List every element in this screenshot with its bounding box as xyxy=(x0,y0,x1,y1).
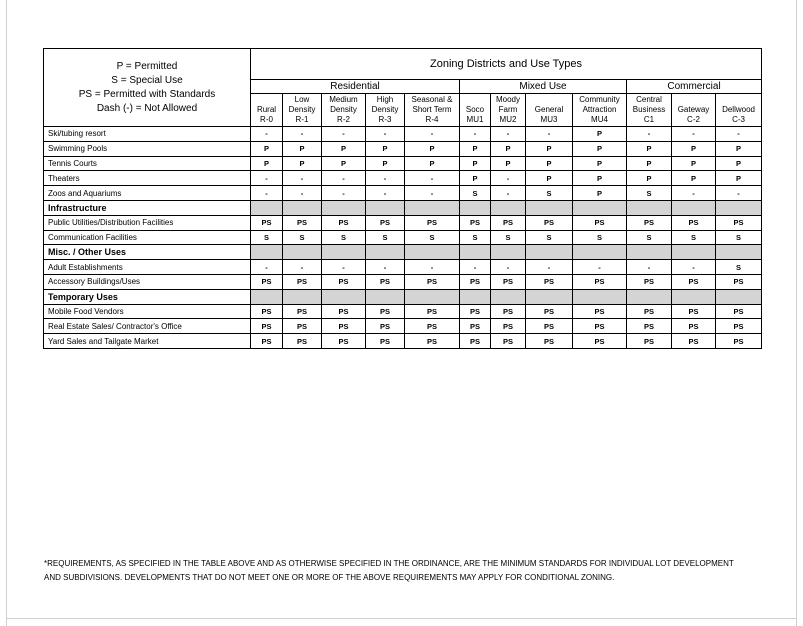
permission-cell: - xyxy=(283,260,322,275)
section-shaded-cell xyxy=(491,245,526,260)
section-shaded-cell xyxy=(627,200,672,215)
permission-cell: - xyxy=(491,260,526,275)
permission-cell: - xyxy=(491,127,526,142)
permission-cell: P xyxy=(573,171,627,186)
permission-cell: P xyxy=(322,141,366,156)
table-title: Zoning Districts and Use Types xyxy=(251,49,762,80)
section-shaded-cell xyxy=(405,289,460,304)
permission-cell: - xyxy=(366,260,405,275)
section-shaded-cell xyxy=(366,200,405,215)
column-header-line3: MU1 xyxy=(466,115,484,124)
permission-cell: PS xyxy=(627,274,672,289)
permission-cell: P xyxy=(526,171,573,186)
column-header-line2: Dellwood xyxy=(722,105,755,114)
section-shaded-cell xyxy=(672,200,716,215)
table-row xyxy=(44,186,762,201)
permission-cell: PS xyxy=(322,304,366,319)
permission-cell: P xyxy=(526,156,573,171)
permission-cell: S xyxy=(405,230,460,245)
permission-cell: PS xyxy=(322,274,366,289)
legend-not-allowed: Dash (-) = Not Allowed xyxy=(96,102,198,114)
permission-cell: PS xyxy=(251,274,283,289)
table-row xyxy=(44,127,762,142)
section-shaded-cell xyxy=(573,245,627,260)
section-shaded-cell xyxy=(526,289,573,304)
permission-cell: PS xyxy=(573,274,627,289)
permission-cell: P xyxy=(366,156,405,171)
permission-cell: PS xyxy=(405,215,460,230)
permission-cell: PS xyxy=(283,334,322,349)
permission-cell: S xyxy=(322,230,366,245)
section-shaded-cell xyxy=(460,245,491,260)
permission-cell: PS xyxy=(672,304,716,319)
page-edge-left xyxy=(6,0,7,626)
permission-cell: P xyxy=(322,156,366,171)
permission-cell: PS xyxy=(526,215,573,230)
permission-cell: S xyxy=(627,230,672,245)
column-header-line3: R-2 xyxy=(337,115,350,124)
table-row xyxy=(44,156,762,171)
table-row xyxy=(44,215,762,230)
section-shaded-cell xyxy=(672,245,716,260)
permission-cell: S xyxy=(672,230,716,245)
permission-cell: - xyxy=(627,127,672,142)
permission-cell: - xyxy=(460,127,491,142)
column-header xyxy=(573,94,627,127)
permission-cell: PS xyxy=(251,334,283,349)
permission-cell: P xyxy=(460,171,491,186)
permission-cell: P xyxy=(405,141,460,156)
section-shaded-cell xyxy=(322,245,366,260)
permission-cell: PS xyxy=(366,215,405,230)
permission-cell: - xyxy=(672,127,716,142)
permission-cell: PS xyxy=(460,319,491,334)
column-header-line1: Seasonal & xyxy=(411,95,453,104)
permission-cell: PS xyxy=(405,274,460,289)
column-header xyxy=(283,94,322,127)
permission-cell: PS xyxy=(627,215,672,230)
use-type-label: Yard Sales and Tailgate Market xyxy=(44,334,251,349)
section-shaded-cell xyxy=(322,289,366,304)
column-header-line3: C-2 xyxy=(687,115,700,124)
permission-cell: - xyxy=(283,127,322,142)
permission-cell: P xyxy=(573,186,627,201)
permission-cell: PS xyxy=(526,274,573,289)
column-header-line2: Gateway xyxy=(677,105,710,114)
permission-cell: P xyxy=(491,156,526,171)
permission-cell: P xyxy=(573,156,627,171)
permission-cell: PS xyxy=(251,215,283,230)
permission-cell: PS xyxy=(627,334,672,349)
permission-cell: - xyxy=(405,127,460,142)
legend-permitted-with-standards: PS = Permitted with Standards xyxy=(78,88,216,100)
column-header-line2: Farm xyxy=(498,105,518,114)
permission-cell: S xyxy=(460,186,491,201)
permission-cell: - xyxy=(405,171,460,186)
permission-cell: PS xyxy=(460,215,491,230)
permission-cell: P xyxy=(251,141,283,156)
permission-cell: - xyxy=(627,260,672,275)
permission-cell: PS xyxy=(716,215,762,230)
permission-cell: P xyxy=(283,141,322,156)
legend-special-use: S = Special Use xyxy=(111,74,183,86)
permission-cell: - xyxy=(251,186,283,201)
group-residential: Residential xyxy=(251,80,460,94)
permission-cell: PS xyxy=(491,334,526,349)
permission-cell: PS xyxy=(716,334,762,349)
section-shaded-cell xyxy=(460,289,491,304)
table-row xyxy=(44,230,762,245)
permission-cell: - xyxy=(322,171,366,186)
permission-cell: PS xyxy=(573,334,627,349)
permission-cell: - xyxy=(366,186,405,201)
permission-cell: PS xyxy=(573,304,627,319)
title-row xyxy=(44,49,762,80)
permission-cell: S xyxy=(491,230,526,245)
permission-cell: S xyxy=(526,230,573,245)
column-header xyxy=(251,94,283,127)
section-shaded-cell xyxy=(573,200,627,215)
permission-cell: - xyxy=(526,127,573,142)
section-label: Infrastructure xyxy=(44,200,251,215)
permission-cell: P xyxy=(627,156,672,171)
permission-cell: S xyxy=(251,230,283,245)
permission-cell: PS xyxy=(251,319,283,334)
column-header-line3: C1 xyxy=(643,115,655,124)
section-shaded-cell xyxy=(573,289,627,304)
permission-cell: P xyxy=(366,141,405,156)
section-shaded-cell xyxy=(716,245,762,260)
section-shaded-cell xyxy=(405,200,460,215)
table-row xyxy=(44,260,762,275)
column-header xyxy=(491,94,526,127)
permission-cell: - xyxy=(283,171,322,186)
section-shaded-cell xyxy=(366,245,405,260)
permission-cell: PS xyxy=(716,304,762,319)
table-row xyxy=(44,141,762,156)
section-shaded-cell xyxy=(322,200,366,215)
column-header-line3: MU4 xyxy=(591,115,608,124)
section-row xyxy=(44,289,762,304)
use-type-label: Adult Establishments xyxy=(44,260,251,275)
column-header-line1: Medium xyxy=(329,95,358,104)
permission-cell: - xyxy=(322,260,366,275)
page-edge-bottom xyxy=(6,618,797,619)
column-header xyxy=(672,94,716,127)
column-header-line1 xyxy=(526,95,572,105)
permission-cell: PS xyxy=(491,304,526,319)
permission-cell: PS xyxy=(460,304,491,319)
permission-cell: PS xyxy=(405,319,460,334)
column-header-line2: Density xyxy=(330,105,357,114)
column-header xyxy=(627,94,672,127)
column-header-line1: Community xyxy=(579,95,620,104)
permission-cell: PS xyxy=(460,274,491,289)
permission-cell: P xyxy=(716,141,762,156)
table-row xyxy=(44,334,762,349)
permission-cell: S xyxy=(283,230,322,245)
permission-cell: PS xyxy=(491,215,526,230)
permission-cell: - xyxy=(573,260,627,275)
permission-cell: - xyxy=(283,186,322,201)
permission-cell: P xyxy=(573,127,627,142)
permission-cell: P xyxy=(672,171,716,186)
column-header-line1 xyxy=(672,95,715,105)
permission-cell: PS xyxy=(491,319,526,334)
column-header-line3: MU3 xyxy=(540,115,558,124)
use-type-label: Tennis Courts xyxy=(44,156,251,171)
permission-cell: S xyxy=(460,230,491,245)
column-header-line1: Low xyxy=(294,95,310,104)
permission-cell: PS xyxy=(526,334,573,349)
column-header-line3: R-4 xyxy=(425,115,439,124)
permission-cell: P xyxy=(627,171,672,186)
footnote-line-1: *REQUIREMENTS, AS SPECIFIED IN THE TABLE ABOVE AND AS OTHERWISE SPECIFIED IN THE ORDINANCE, ARE THE MINIMUM STANDARDS FOR INDIVIDUAL LOT DEVELOPMENT xyxy=(44,559,734,568)
use-type-label: Ski/tubing resort xyxy=(44,127,251,142)
permission-cell: PS xyxy=(716,319,762,334)
column-header-line2: Density xyxy=(288,105,316,114)
permission-cell: PS xyxy=(322,215,366,230)
table-row xyxy=(44,304,762,319)
table-row xyxy=(44,274,762,289)
permission-cell: PS xyxy=(526,319,573,334)
permission-cell: PS xyxy=(526,304,573,319)
permission-cell: PS xyxy=(573,319,627,334)
permission-cell: P xyxy=(460,156,491,171)
legend-permitted: P = Permitted xyxy=(116,60,178,72)
permission-cell: - xyxy=(491,171,526,186)
use-type-label: Theaters xyxy=(44,171,251,186)
permission-cell: - xyxy=(322,127,366,142)
permission-cell: P xyxy=(627,141,672,156)
permission-cell: P xyxy=(672,141,716,156)
permission-cell: P xyxy=(526,141,573,156)
permission-cell: S xyxy=(573,230,627,245)
permission-cell: PS xyxy=(322,319,366,334)
permission-cell: PS xyxy=(322,334,366,349)
use-type-label: Real Estate Sales/ Contractor's Office xyxy=(44,319,251,334)
section-shaded-cell xyxy=(716,289,762,304)
column-header-line2: Density xyxy=(371,105,399,114)
footnote xyxy=(44,557,774,584)
section-label: Misc. / Other Uses xyxy=(44,245,251,260)
permission-cell: PS xyxy=(405,334,460,349)
section-label: Temporary Uses xyxy=(44,289,251,304)
permission-cell: - xyxy=(526,260,573,275)
permission-cell: - xyxy=(251,171,283,186)
section-shaded-cell xyxy=(627,289,672,304)
column-header-line1 xyxy=(460,95,490,105)
permission-cell: - xyxy=(366,171,405,186)
permission-cell: - xyxy=(405,186,460,201)
permission-cell: P xyxy=(251,156,283,171)
permission-cell: P xyxy=(405,156,460,171)
section-shaded-cell xyxy=(526,200,573,215)
column-header-line3: R-3 xyxy=(378,115,392,124)
permission-cell: S xyxy=(716,260,762,275)
column-header-line1: Moody xyxy=(495,95,520,104)
use-type-label: Communication Facilities xyxy=(44,230,251,245)
permission-cell: PS xyxy=(366,334,405,349)
permission-cell: - xyxy=(366,127,405,142)
section-shaded-cell xyxy=(716,200,762,215)
permission-cell: - xyxy=(716,186,762,201)
permission-cell: - xyxy=(716,127,762,142)
footnote-line-2: AND SUBDIVISIONS. DEVELOPMENTS THAT DO NOT MEET ONE OR MORE OF THE ABOVE REQUIREMENTS MAY APPLY FOR CONDITIONAL ZONING. xyxy=(44,572,615,582)
section-shaded-cell xyxy=(251,200,283,215)
section-shaded-cell xyxy=(491,289,526,304)
column-header-line2: Short Term xyxy=(412,105,452,114)
permission-cell: PS xyxy=(366,319,405,334)
permission-cell: - xyxy=(672,186,716,201)
permission-cell: PS xyxy=(283,319,322,334)
section-shaded-cell xyxy=(491,200,526,215)
permission-cell: PS xyxy=(405,304,460,319)
column-header-line3: R-0 xyxy=(260,115,273,124)
permission-cell: S xyxy=(716,230,762,245)
section-shaded-cell xyxy=(366,289,405,304)
column-header-line2: Soco xyxy=(465,105,485,114)
column-header-line1 xyxy=(716,95,761,105)
column-header xyxy=(716,94,762,127)
permission-cell: PS xyxy=(283,215,322,230)
permission-cell: - xyxy=(251,127,283,142)
use-type-label: Mobile Food Vendors xyxy=(44,304,251,319)
permission-cell: PS xyxy=(283,274,322,289)
permission-cell: S xyxy=(526,186,573,201)
use-type-label: Swimming Pools xyxy=(44,141,251,156)
permission-cell: P xyxy=(716,171,762,186)
permission-cell: - xyxy=(405,260,460,275)
permission-cell: P xyxy=(716,156,762,171)
section-shaded-cell xyxy=(627,245,672,260)
permission-cell: - xyxy=(322,186,366,201)
column-header-line1 xyxy=(251,95,282,105)
permission-cell: - xyxy=(491,186,526,201)
use-type-label: Public Utilities/Distribution Facilities xyxy=(44,215,251,230)
column-header-line3: MU2 xyxy=(499,115,517,124)
column-header-line1: Central xyxy=(636,95,662,104)
permission-cell: PS xyxy=(627,304,672,319)
column-header-line3: R-1 xyxy=(295,115,309,124)
table-row xyxy=(44,171,762,186)
permission-cell: - xyxy=(672,260,716,275)
permission-cell: PS xyxy=(251,304,283,319)
table-row xyxy=(44,319,762,334)
column-header xyxy=(526,94,573,127)
column-header-line2: General xyxy=(534,105,564,114)
column-header-line3: C-3 xyxy=(732,115,745,124)
permission-cell: P xyxy=(491,141,526,156)
section-shaded-cell xyxy=(460,200,491,215)
column-header xyxy=(405,94,460,127)
permission-cell: PS xyxy=(491,274,526,289)
section-shaded-cell xyxy=(283,289,322,304)
permission-cell: - xyxy=(251,260,283,275)
column-header xyxy=(460,94,491,127)
section-shaded-cell xyxy=(283,245,322,260)
permission-cell: P xyxy=(573,141,627,156)
legend-cell xyxy=(44,49,251,127)
column-header-line1: High xyxy=(376,95,394,104)
group-commercial: Commercial xyxy=(627,80,762,94)
section-shaded-cell xyxy=(672,289,716,304)
permission-cell: PS xyxy=(573,215,627,230)
section-shaded-cell xyxy=(405,245,460,260)
permission-cell: S xyxy=(627,186,672,201)
group-mixed-use: Mixed Use xyxy=(460,80,627,94)
permission-cell: PS xyxy=(460,334,491,349)
section-shaded-cell xyxy=(526,245,573,260)
zoning-use-table xyxy=(43,48,762,349)
permission-cell: PS xyxy=(366,274,405,289)
permission-cell: PS xyxy=(672,274,716,289)
permission-cell: PS xyxy=(716,274,762,289)
permission-cell: P xyxy=(283,156,322,171)
column-header xyxy=(366,94,405,127)
section-shaded-cell xyxy=(251,245,283,260)
page-edge-right xyxy=(796,0,797,626)
permission-cell: S xyxy=(366,230,405,245)
permission-cell: PS xyxy=(672,334,716,349)
section-row xyxy=(44,245,762,260)
permission-cell: PS xyxy=(672,215,716,230)
permission-cell: PS xyxy=(366,304,405,319)
use-type-label: Accessory Buildings/Uses xyxy=(44,274,251,289)
section-row xyxy=(44,200,762,215)
column-header xyxy=(322,94,366,127)
section-shaded-cell xyxy=(283,200,322,215)
permission-cell: P xyxy=(672,156,716,171)
use-type-label: Zoos and Aquariums xyxy=(44,186,251,201)
column-header-line2: Rural xyxy=(256,105,277,114)
permission-cell: PS xyxy=(627,319,672,334)
section-shaded-cell xyxy=(251,289,283,304)
column-header-line2: Attraction xyxy=(582,105,617,114)
permission-cell: - xyxy=(460,260,491,275)
permission-cell: PS xyxy=(672,319,716,334)
column-header-line2: Business xyxy=(632,105,666,114)
permission-cell: PS xyxy=(283,304,322,319)
permission-cell: P xyxy=(460,141,491,156)
